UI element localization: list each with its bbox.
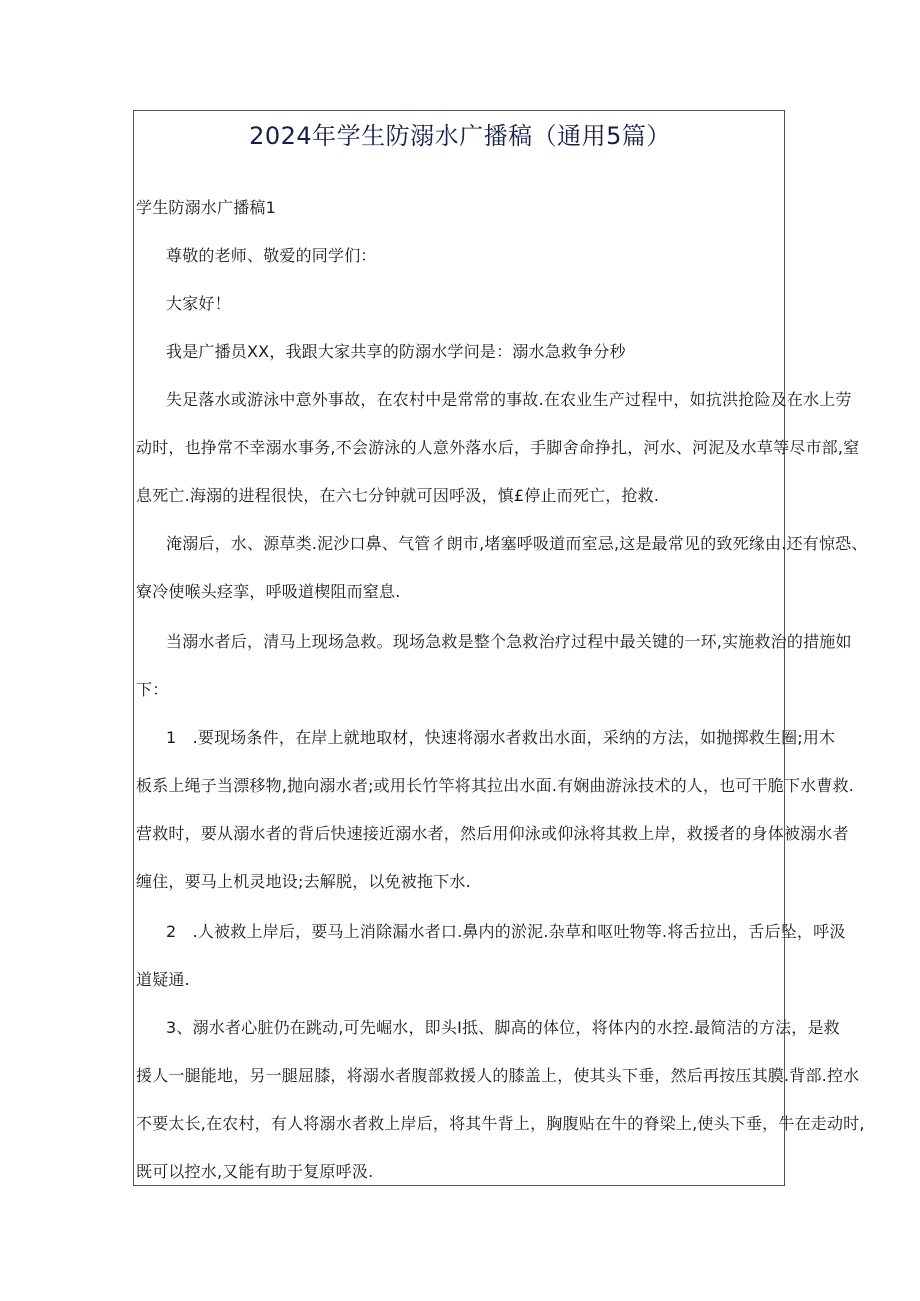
paragraph-line: 失足落水或游泳中意外事故，在农村中是常常的事故.在农业生产过程中，如抗洪抢险及在水上劳 bbox=[166, 390, 852, 409]
section-heading: 学生防溺水广播稿1 bbox=[136, 198, 276, 217]
greeting-line: 大家好！ bbox=[166, 294, 231, 313]
list-item-line: 板系上绳子当漂移物,抛向溺水者;或用长竹竿将其拉出水面.有娴曲游泳技术的人，也可干脆下水曹救. bbox=[136, 776, 855, 795]
list-item-line: 援人一腿能地，另一腿屈膝，将溺水者腹部救援人的膝盖上，使其头下垂，然后再按压其膜.背部.控水 bbox=[136, 1066, 860, 1085]
list-item-line: 2 .人被救上岸后，要马上消除漏水者口.鼻内的淤泥.杂草和呕吐物等.将舌拉出，舌后坠，呼汲 bbox=[166, 922, 846, 941]
paragraph-line: 动时，也挣常不幸溺水事务,不会游泳的人意外落水后，手脚舍命挣扎，河水、河泥及水草等尽市部,窒 bbox=[136, 438, 860, 457]
paragraph-line: 当溺水者后，清马上现场急救。现场急救是整个急救治疗过程中最关键的一环,实施救治的措施如 bbox=[166, 632, 852, 651]
list-item-line: 缠住，要马上机灵地设;去解脱，以免被拖下水. bbox=[136, 872, 471, 891]
list-item-line: 道疑通. bbox=[136, 970, 190, 989]
greeting-line: 尊敬的老师、敬爱的同学们： bbox=[166, 246, 377, 265]
list-item-line: 1 .要现场条件，在岸上就地取材，快速将溺水者救出水面，采纳的方法，如抛掷救生圈;用木 bbox=[166, 728, 836, 747]
intro-line: 我是广播员XX，我跟大家共享的防溺水学问是：溺水急救争分秒 bbox=[166, 342, 626, 361]
paragraph-line: 寮冷使喉头痉挛，呼吸道楔阻而窒息. bbox=[136, 582, 401, 601]
list-item-line: 既可以控水,又能有助于复原呼汲. bbox=[136, 1162, 374, 1181]
document-title: 2024年学生防溺水广播稿（通用5篇） bbox=[249, 122, 671, 150]
paragraph-line: 淹溺后，水、源草类.泥沙口鼻、气管彳朗市,堵塞呼吸道而室忌,这是最常见的致死缘由.还有惊恐、 bbox=[166, 534, 868, 553]
paragraph-line: 下： bbox=[136, 680, 169, 699]
list-item-line: 营救时，要从溺水者的背后快速接近溺水者，然后用仰泳或仰泳将其救上岸，救援者的身体被溺水者 bbox=[136, 824, 849, 843]
list-item-line: 3、溺水者心脏仍在跳动,可先崛水，即头I抵、脚高的体位，将体内的水控.最简洁的方法，是救 bbox=[166, 1018, 840, 1037]
paragraph-line: 息死亡.海溺的进程很快，在六七分钟就可因呼汲，慎£停止而死亡，抢救. bbox=[136, 486, 660, 505]
list-item-line: 不要太长,在农村，有人将溺水者救上岸后，将其牛背上，胸腹贴在牛的脊梁上,使头下垂，牛在走动时, bbox=[136, 1114, 865, 1133]
